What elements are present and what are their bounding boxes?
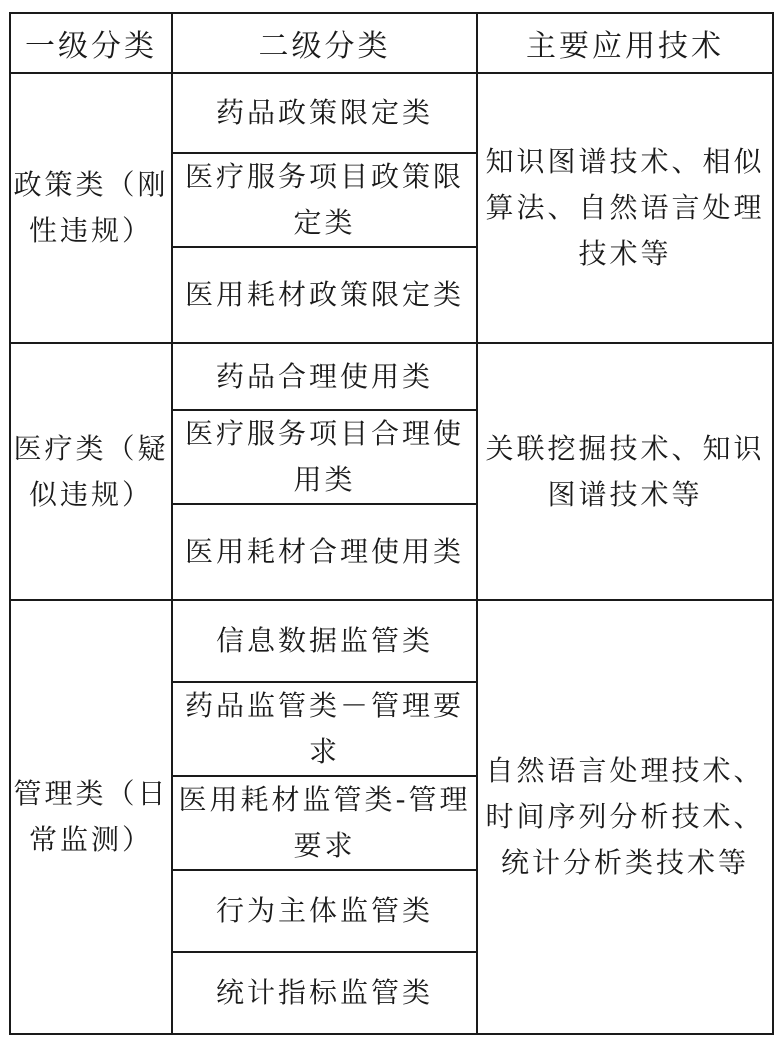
- level1-cell-policy: 政策类（刚性违规）: [10, 73, 172, 343]
- header-level2: 二级分类: [172, 13, 477, 73]
- classification-table: [9, 12, 774, 1035]
- table-row: [10, 600, 773, 682]
- level2-cell: 医疗服务项目合理使用类: [172, 410, 477, 504]
- level2-cell: 医用耗材政策限定类: [172, 247, 477, 343]
- header-level1: 一级分类: [10, 13, 172, 73]
- level2-cell: 医用耗材合理使用类: [172, 504, 477, 600]
- level2-cell: 药品合理使用类: [172, 343, 477, 410]
- level2-cell: 药品政策限定类: [172, 73, 477, 153]
- level2-cell: 药品监管类－管理要求: [172, 682, 477, 776]
- table-row: [10, 343, 773, 410]
- level2-cell: 医用耗材监管类-管理要求: [172, 776, 477, 870]
- header-tech: 主要应用技术: [477, 13, 773, 73]
- tech-cell-policy: 知识图谱技术、相似算法、自然语言处理技术等: [477, 73, 773, 343]
- level2-cell: 行为主体监管类: [172, 870, 477, 952]
- level2-cell: 统计指标监管类: [172, 952, 477, 1034]
- tech-cell-medical: 关联挖掘技术、知识图谱技术等: [477, 343, 773, 600]
- header-row: [10, 13, 773, 73]
- level1-cell-medical: 医疗类（疑似违规）: [10, 343, 172, 600]
- level1-cell-management: 管理类（日常监测）: [10, 600, 172, 1034]
- level2-cell: 医疗服务项目政策限定类: [172, 153, 477, 247]
- tech-cell-management: 自然语言处理技术、时间序列分析技术、统计分析类技术等: [477, 600, 773, 1034]
- level2-cell: 信息数据监管类: [172, 600, 477, 682]
- table-row: [10, 73, 773, 153]
